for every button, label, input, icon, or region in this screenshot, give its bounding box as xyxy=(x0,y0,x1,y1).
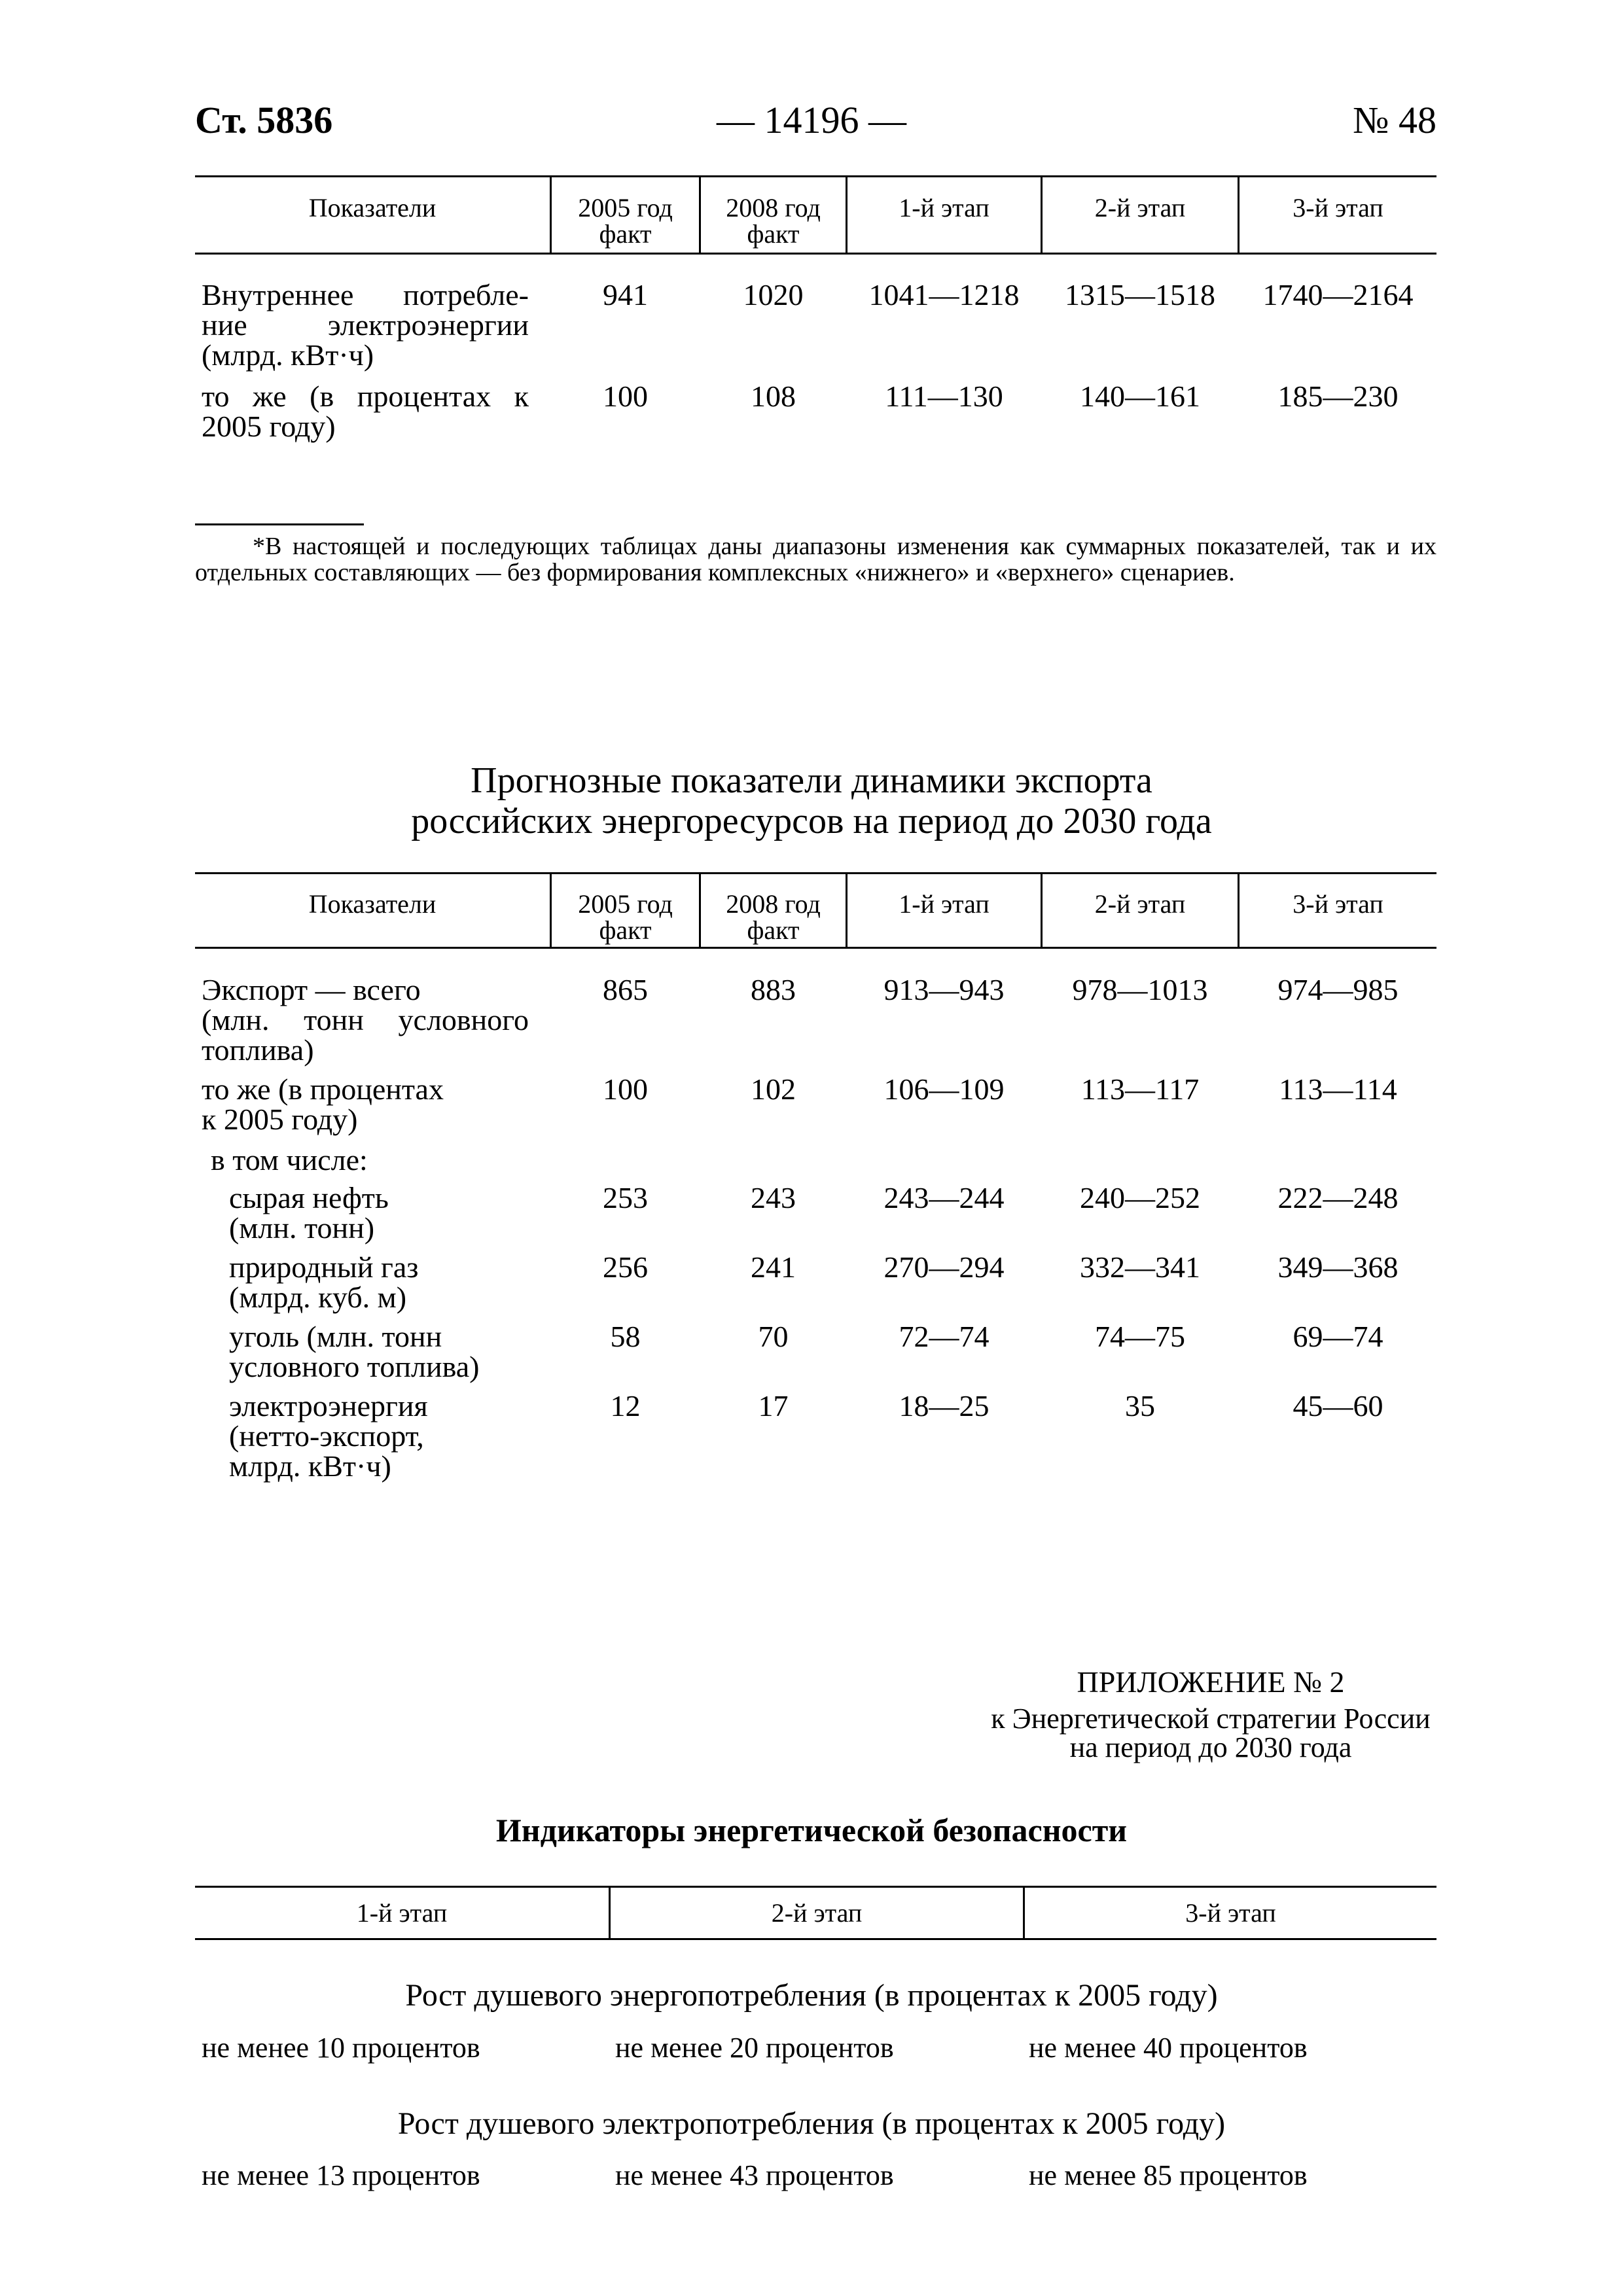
cell-value: 978—1013 xyxy=(1072,973,1208,1006)
indicators-header-rule xyxy=(195,1938,1436,1940)
indicator-value: не менее 20 процентов xyxy=(615,2032,894,2064)
cell-value: 240—252 xyxy=(1080,1181,1200,1214)
table2-top-rule xyxy=(195,872,1436,874)
cell-value: 113—117 xyxy=(1080,1072,1200,1106)
column-header: Показатели xyxy=(308,193,437,222)
column-header: 3-й этап xyxy=(1293,193,1383,222)
column-header: 2-й этап xyxy=(1094,889,1186,919)
column-header: 2008 год факт xyxy=(726,193,821,249)
cell-value: 243 xyxy=(751,1181,796,1214)
cell-value: 18—25 xyxy=(899,1389,990,1422)
appendix-reference: к Энергетической стратегии России на период до 2030 года xyxy=(991,1703,1431,1763)
page-number: — 14196 — xyxy=(717,99,906,141)
cell-value: 1740—2164 xyxy=(1262,278,1414,311)
cell-value: 270—294 xyxy=(883,1250,1005,1284)
column-header: Показатели xyxy=(308,889,437,919)
cell-value: 111—130 xyxy=(885,380,1003,413)
indicator-value: не менее 40 процентов xyxy=(1029,2032,1308,2064)
table1-header-rule xyxy=(195,253,1436,255)
subsection-label: в том числе: xyxy=(211,1143,368,1176)
cell-value: 12 xyxy=(610,1389,641,1422)
cell-value: 349—368 xyxy=(1277,1250,1399,1284)
column-header: 1-й этап xyxy=(899,193,990,222)
cell-value: 45—60 xyxy=(1293,1389,1383,1422)
cell-value: 332—341 xyxy=(1080,1250,1200,1284)
cell-value: 1020 xyxy=(743,278,804,311)
indicators-title: Индикаторы энергетической безопасности xyxy=(495,1812,1128,1848)
cell-value: 69—74 xyxy=(1293,1320,1383,1353)
page-article-number: Ст. 5836 xyxy=(195,99,333,141)
column-header: 2-й этап xyxy=(771,1898,863,1928)
indicator-value: не менее 85 процентов xyxy=(1029,2159,1308,2191)
cell-value: 241 xyxy=(751,1250,796,1284)
row-label: Внутреннее потребле- ние электроэнергии (млрд. кВт·ч) xyxy=(202,278,529,372)
indicator-value: не менее 13 процентов xyxy=(202,2159,480,2191)
row-label: электроэнергия (нетто-экспорт, млрд. кВт·ч) xyxy=(229,1389,428,1483)
row-label: то же (в процентах к 2005 году) xyxy=(202,380,529,443)
cell-value: 102 xyxy=(751,1072,796,1106)
cell-value: 883 xyxy=(751,973,796,1006)
column-header: 3-й этап xyxy=(1185,1898,1276,1928)
column-header: 1-й этап xyxy=(899,889,990,919)
cell-value: 74—75 xyxy=(1095,1320,1185,1353)
cell-value: 72—74 xyxy=(899,1320,990,1353)
indicators-top-rule xyxy=(195,1886,1436,1888)
cell-value: 113—114 xyxy=(1279,1072,1397,1106)
table1-top-rule xyxy=(195,175,1436,177)
appendix-number: ПРИЛОЖЕНИЕ № 2 xyxy=(1077,1665,1345,1699)
row-label: уголь (млн. тонн условного топлива) xyxy=(229,1320,480,1383)
cell-value: 1315—1518 xyxy=(1065,278,1215,311)
cell-value: 35 xyxy=(1125,1389,1155,1422)
indicator-value: не менее 43 процентов xyxy=(615,2159,894,2191)
row-label: сырая нефть (млн. тонн) xyxy=(229,1181,389,1245)
column-header: 2005 год факт xyxy=(578,193,673,249)
table2-title: Прогнозные показатели динамики экспорта российских энергоресурсов на период до 2030 года xyxy=(411,760,1212,841)
indicator-value: не менее 10 процентов xyxy=(202,2032,480,2064)
cell-value: 865 xyxy=(603,973,648,1006)
column-header: 3-й этап xyxy=(1293,889,1383,919)
cell-value: 941 xyxy=(603,278,648,311)
column-header: 2008 год факт xyxy=(726,889,821,945)
column-header: 2005 год факт xyxy=(578,889,673,945)
cell-value: 100 xyxy=(603,1072,648,1106)
cell-value: 108 xyxy=(751,380,796,413)
column-header: 1-й этап xyxy=(356,1898,448,1928)
cell-value: 253 xyxy=(603,1181,648,1214)
cell-value: 185—230 xyxy=(1277,380,1399,413)
cell-value: 70 xyxy=(758,1320,789,1353)
table2-header-rule xyxy=(195,947,1436,949)
column-header: 2-й этап xyxy=(1094,193,1186,222)
footnote-rule xyxy=(195,523,364,525)
indicator-heading: Рост душевого электропотребления (в процентах к 2005 году) xyxy=(397,2106,1226,2141)
cell-value: 222—248 xyxy=(1277,1181,1399,1214)
cell-value: 100 xyxy=(603,380,648,413)
cell-value: 974—985 xyxy=(1277,973,1399,1006)
issue-number: № 48 xyxy=(1353,99,1436,141)
row-label: Экспорт — всего (млн. тонн условного топлива) xyxy=(202,973,529,1067)
cell-value: 106—109 xyxy=(883,1072,1005,1106)
cell-value: 1041—1218 xyxy=(868,278,1020,311)
indicator-heading: Рост душевого энергопотребления (в процентах к 2005 году) xyxy=(405,1978,1218,2013)
cell-value: 243—244 xyxy=(883,1181,1005,1214)
row-label: природный газ (млрд. куб. м) xyxy=(229,1250,419,1314)
row-label: то же (в процентах к 2005 году) xyxy=(202,1072,444,1136)
cell-value: 256 xyxy=(603,1250,648,1284)
footnote: *В настоящей и последующих таблицах даны диапазоны изменения как суммарных показателей, так и их отдельных составляющих — без формирования комплексных «нижнего» и «верхнего» сценариев. xyxy=(195,533,1436,586)
cell-value: 58 xyxy=(610,1320,641,1353)
cell-value: 17 xyxy=(758,1389,789,1422)
cell-value: 140—161 xyxy=(1080,380,1200,413)
cell-value: 913—943 xyxy=(883,973,1005,1006)
